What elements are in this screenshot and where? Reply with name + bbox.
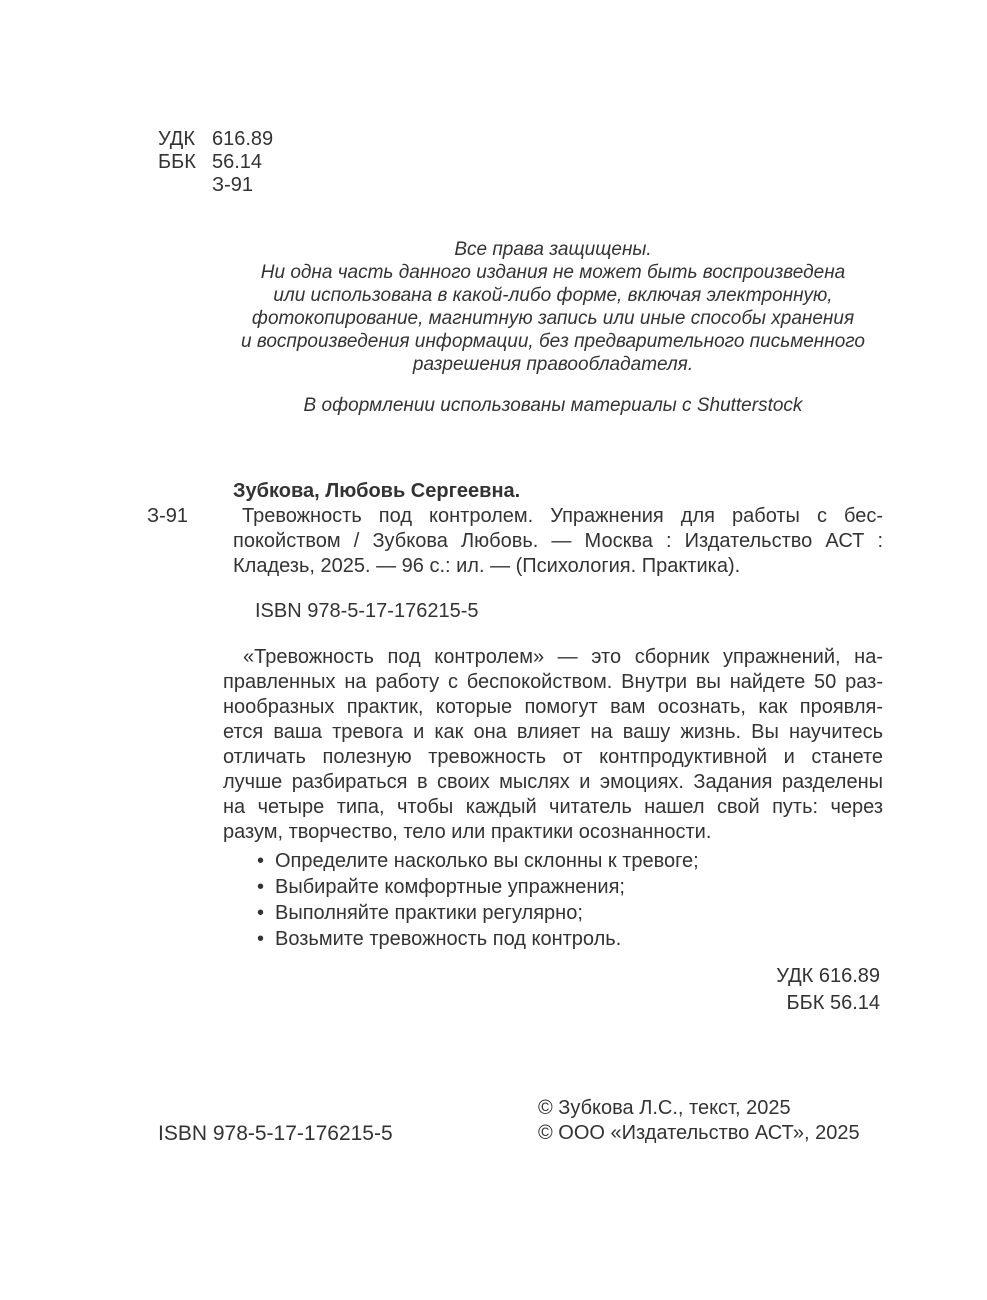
top-classification-block [158,128,273,197]
bullet-text: Определите насколько вы склонны к тревоге; [275,850,699,872]
bullet-item [257,926,883,952]
bbk-value: 56.14 [212,151,263,173]
rights-notice [223,238,883,417]
bullet-item [257,874,883,900]
copyright-line: © Зубкова Л.С., текст, 2025 [538,1097,791,1119]
annotation-line: «Тревожность под контролем» — это сборник упражнений, на- [243,646,883,668]
annotation-lines [223,645,883,845]
description-line: покойством / Зубкова Любовь. — Москва : Издательство АСТ : [233,530,883,552]
rights-line: Все права защищены. [454,239,652,260]
bullet-icon [257,848,275,874]
bullet-text: Выполняйте практики регулярно; [275,902,583,924]
spacer [158,174,212,197]
bullet-text: Возьмите тревожность под контроль. [275,928,622,950]
annotation-line: отличать полезную тревожность от контпродуктивной и станете [223,746,883,768]
annotation-line: правленных на работу с беспокойством. Внутри вы найдете 50 раз- [223,671,883,693]
description-lines [233,504,883,579]
copyright-line: © ООО «Издательство АСТ», 2025 [538,1122,860,1144]
rights-line: разрешения правообладателя. [412,354,694,375]
classification-line: УДК 616.89 [776,965,880,987]
footer-isbn: ISBN 978-5-17-176215-5 [158,1122,393,1145]
bullet-icon [257,926,275,952]
author-heading: Зубкова, Любовь Сергеевна. [233,480,521,502]
annotation-line: разум, творчество, тело или практики осознанности. [223,821,712,843]
bullet-icon [257,874,275,900]
bullet-item [257,900,883,926]
rights-line: Ни одна часть данного издания не может быть воспроизведена [260,262,846,283]
annotation-line: нообразных практик, которые помогут вам осознать, как проявля- [223,696,883,718]
rights-lines [223,238,883,376]
annotation-line: лучше разбираться в своих мыслях и эмоциях. Задания разделены [223,771,883,793]
bullet-icon [257,900,275,926]
copyright-block [538,1096,860,1146]
bullet-item [257,848,883,874]
bbk-label: ББК [158,151,196,173]
udk-label: УДК [158,128,196,150]
isbn-entry: ISBN 978-5-17-176215-5 [255,600,479,622]
bullet-text: Выбирайте комфортные упражнения; [275,876,625,898]
annotation-line: на четыре типа, чтобы каждый читатель нашел свой путь: через [223,796,883,818]
description-line: Тревожность под контролем. Упражнения для работы с бес- [242,505,883,527]
description-line: Кладезь, 2025. — 96 с.: ил. — (Психология. Практика). [233,555,741,577]
udk-value: 616.89 [212,128,274,150]
rights-line: и воспроизведения информации, без предварительного письменного [241,331,865,352]
rights-line: или использована в какой-либо форме, включая электронную, [273,285,833,306]
design-credit: В оформлении использованы материалы с Shutterstock [303,395,803,416]
classification-line: ББК 56.14 [786,992,880,1014]
bibliographic-entry [147,479,883,624]
rights-line: фотокопирование, магнитную запись или иные способы хранения [251,308,855,329]
annotation-block [223,645,883,952]
author-sign: З-91 [147,505,188,527]
author-sign: З-91 [212,174,253,196]
annotation-line: ется ваша тревога и как она влияет на вашу жизнь. Вы научитесь [223,721,883,743]
bullet-list [257,848,883,952]
bottom-classification-block [223,963,880,1017]
